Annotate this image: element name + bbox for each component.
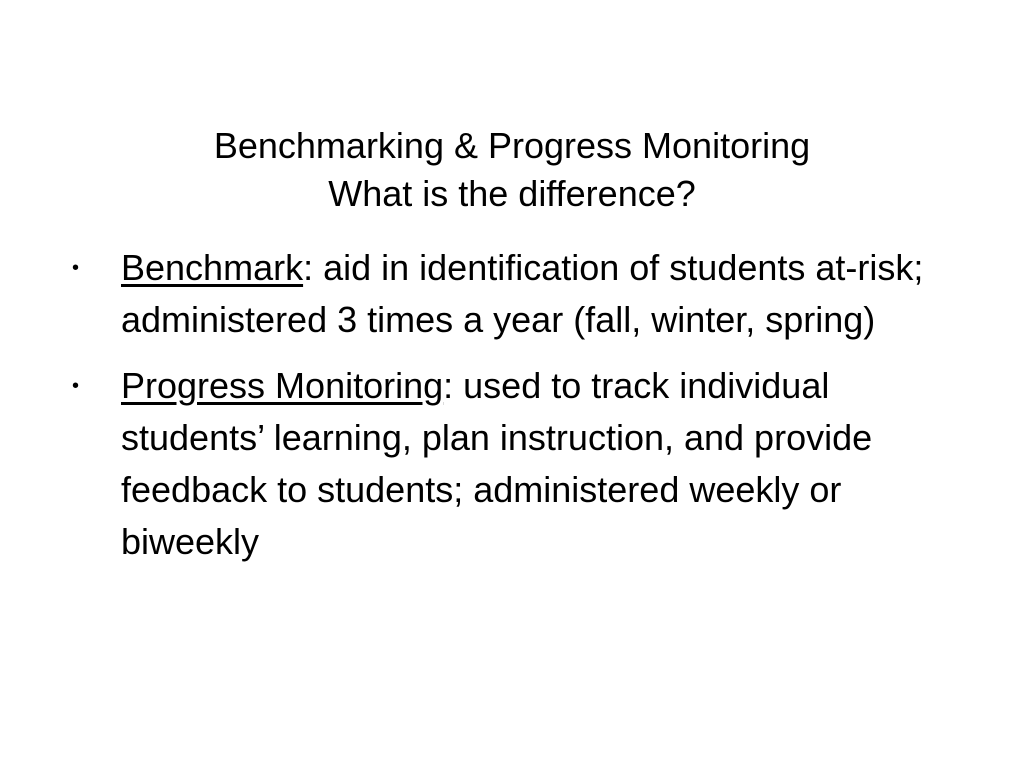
term-benchmark: Benchmark [121, 247, 304, 288]
title-line-1: Benchmarking & Progress Monitoring [213, 125, 811, 166]
bullet-item-benchmark [72, 242, 972, 346]
bullet-icon: • [72, 257, 80, 279]
slide-title [0, 122, 1024, 218]
definition-progress-monitoring: : used to track individual students’ learning, plan instruction, and provide feedback to students; administered weekly or biweekly [121, 365, 873, 562]
definition-benchmark: : aid in identification of students at-risk; administered 3 times a year (fall, winter, spring) [121, 247, 924, 340]
term-progress-monitoring: Progress Monitoring [121, 365, 444, 406]
bullet-icon: • [72, 375, 80, 397]
title-line-2: What is the difference? [328, 173, 696, 214]
bullet-item-progress-monitoring [72, 360, 972, 568]
bullet-list [72, 242, 972, 582]
